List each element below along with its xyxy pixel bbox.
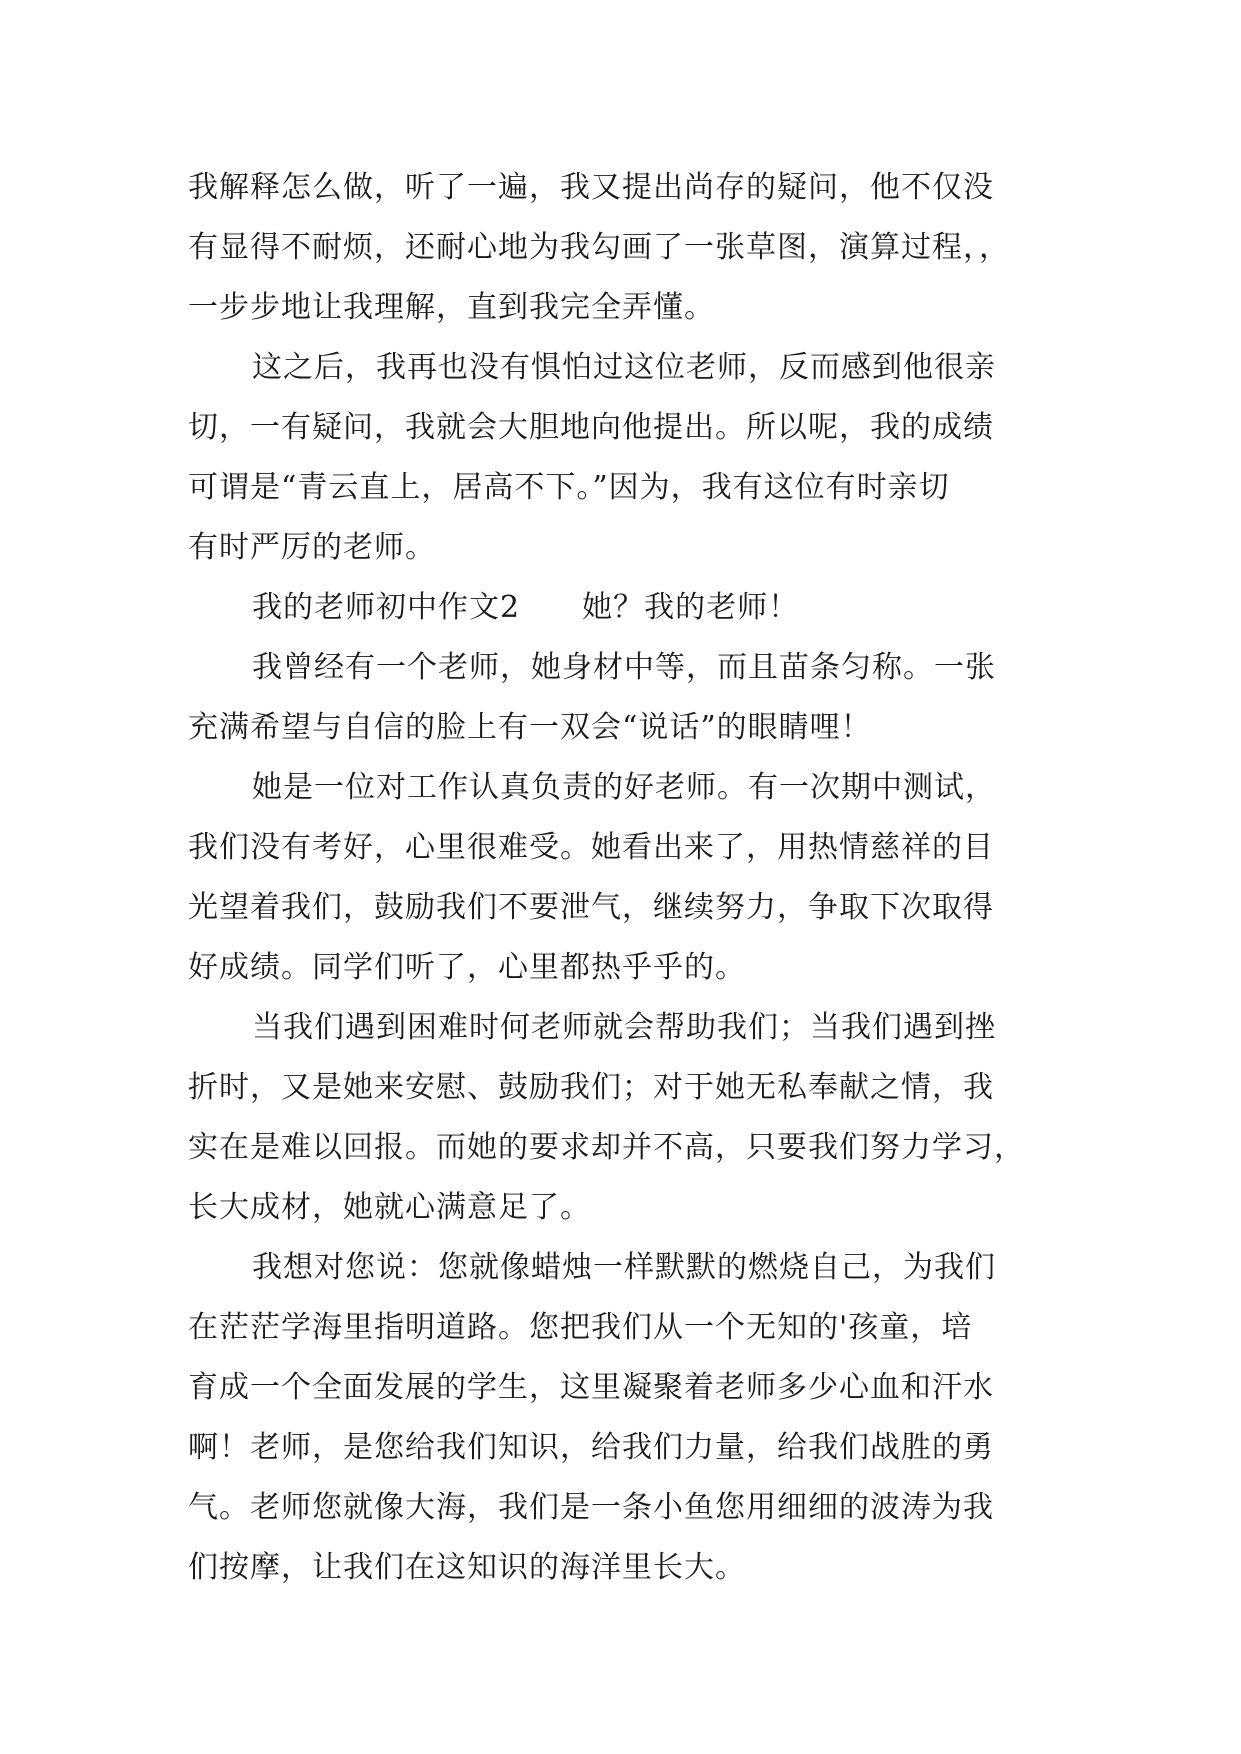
text-line: 充满希望与自信的脸上有一双会“说话”的眼睛哩！ bbox=[188, 710, 872, 745]
text-line: 一步步地让我理解，直到我完全弄懂。 bbox=[188, 290, 715, 325]
paragraph bbox=[188, 158, 1068, 338]
text-line: 好成绩。同学们听了，心里都热乎乎的。 bbox=[188, 950, 746, 985]
heading-line: 我的老师初中作文2 她？我的老师！ bbox=[252, 590, 800, 625]
text-line: 啊！老师，是您给我们知识，给我们力量，给我们战胜的勇 bbox=[188, 1430, 994, 1465]
text-line: 光望着我们，鼓励我们不要泄气，继续努力，争取下次取得 bbox=[188, 890, 994, 925]
document-body bbox=[188, 158, 1068, 1598]
text-line: 切，一有疑问，我就会大胆地向他提出。所以呢，我的成绩 bbox=[188, 410, 994, 445]
text-line: 我解释怎么做，听了一遍，我又提出尚存的疑问，他不仅没 bbox=[188, 170, 994, 205]
section-heading bbox=[188, 578, 1068, 638]
text-line: 可谓是“青云直上，居高不下。”因为，我有这位有时亲切 bbox=[188, 470, 950, 505]
text-line: 折时，又是她来安慰、鼓励我们；对于她无私奉献之情，我 bbox=[188, 1070, 994, 1105]
paragraph bbox=[188, 998, 1068, 1238]
text-line: 实在是难以回报。而她的要求却并不高，只要我们努力学习， bbox=[188, 1130, 1025, 1165]
text-line: 有时严厉的老师。 bbox=[188, 530, 436, 565]
text-line: 我们没有考好，心里很难受。她看出来了，用热情慈祥的目 bbox=[188, 830, 994, 865]
text-line: 这之后，我再也没有惧怕过这位老师，反而感到他很亲 bbox=[252, 350, 996, 385]
text-line: 当我们遇到困难时何老师就会帮助我们；当我们遇到挫 bbox=[252, 1010, 996, 1045]
text-line: 气。老师您就像大海，我们是一条小鱼您用细细的波涛为我 bbox=[188, 1490, 994, 1525]
text-line: 们按摩，让我们在这知识的海洋里长大。 bbox=[188, 1550, 746, 1585]
text-line: 在茫茫学海里指明道路。您把我们从一个无知的'孩童，培 bbox=[188, 1310, 973, 1345]
paragraph bbox=[188, 1238, 1068, 1598]
text-line: 她是一位对工作认真负责的好老师。有一次期中测试， bbox=[252, 770, 996, 805]
paragraph bbox=[188, 758, 1068, 998]
text-line: 我曾经有一个老师，她身材中等，而且苗条匀称。一张 bbox=[252, 650, 996, 685]
text-line: 有显得不耐烦，还耐心地为我勾画了一张草图，演算过程，， bbox=[188, 230, 1010, 265]
text-line: 我想对您说：您就像蜡烛一样默默的燃烧自己，为我们 bbox=[252, 1250, 996, 1285]
paragraph bbox=[188, 338, 1068, 578]
paragraph bbox=[188, 638, 1068, 758]
text-line: 长大成材，她就心满意足了。 bbox=[188, 1190, 591, 1225]
text-line: 育成一个全面发展的学生，这里凝聚着老师多少心血和汗水 bbox=[188, 1370, 994, 1405]
